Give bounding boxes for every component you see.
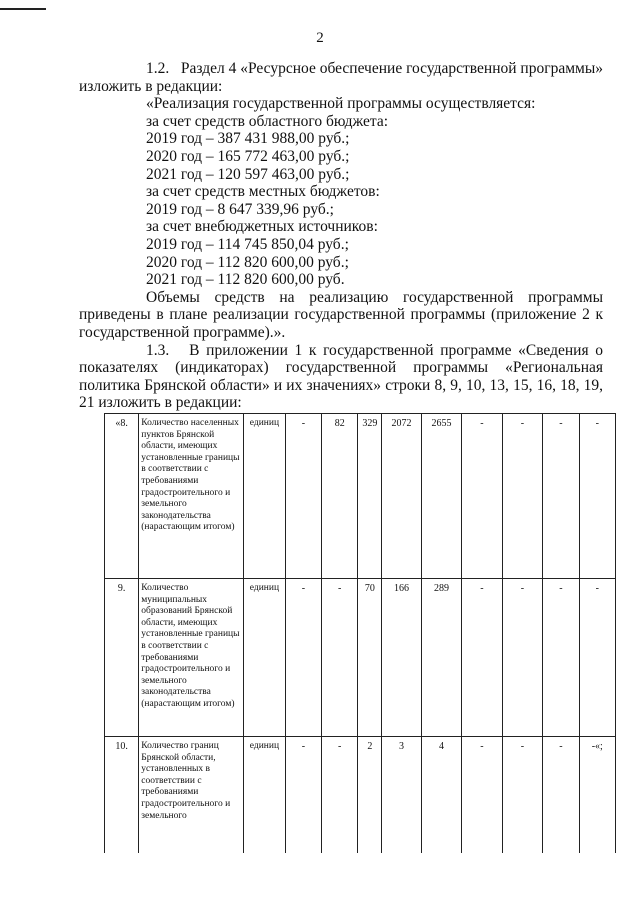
paragraph-1-3: 1.3. В приложении 1 к государственной программе «Сведения о показателях (индикаторах) государственной программы «Региональная политика Брянской области» и их значениях» строки 8, 9, 10, 13, 15, 16, 18, 19, 21 изложить в редакции: (79, 341, 603, 412)
value-cell: - (502, 414, 543, 579)
value-cell: - (543, 737, 579, 854)
value-cell: 3 (382, 737, 421, 854)
value-cell: - (502, 737, 543, 854)
value-cell: - (322, 737, 358, 854)
value-cell: - (462, 414, 503, 579)
value-cell: 4 (421, 737, 462, 854)
value-cell: - (285, 579, 321, 737)
paragraph-extrabudgetary-2019: 2019 год – 114 745 850,04 руб.; (146, 235, 349, 253)
paragraph-extrabudgetary: за счет внебюджетных источников: (146, 218, 378, 236)
row-number: 9. (105, 579, 139, 737)
paragraph-extrabudgetary-2020: 2020 год – 112 820 600,00 руб.; (146, 253, 349, 271)
value-cell: 2655 (421, 414, 462, 579)
indicator-name: Количество границ Брянской области, установленных в соответствии с требованиями градостроительного и земельного (139, 737, 244, 854)
value-cell: 289 (421, 579, 462, 737)
paragraph-regional-2021: 2021 год – 120 597 463,00 руб.; (146, 165, 350, 183)
value-cell: - (543, 579, 579, 737)
paragraph-implementation: «Реализация государственной программы осуществляется: (146, 95, 536, 113)
indicator-name: Количество населенных пунктов Брянской области, имеющих установленные границы в соответствии с требованиями градостроительного и земельного законодательства (нарастающим итогом) (139, 414, 244, 579)
value-cell: 329 (358, 414, 382, 579)
paragraph-volumes: Объемы средств на реализацию государственной программы приведены в плане реализации государственной программы (приложение 2 к государственной программе).». (79, 288, 603, 341)
value-cell: - (462, 737, 503, 854)
value-cell: - (285, 737, 321, 854)
value-cell: 2 (358, 737, 382, 854)
indicator-name: Количество муниципальных образований Брянской области, имеющих установленные границы в соответствии с требованиями градостроительного и земельного законодательства (нарастающим итогом) (139, 579, 244, 737)
paragraph-1-2: 1.2. Раздел 4 «Ресурсное обеспечение государственной программы» изложить в редакции: (79, 60, 603, 95)
value-cell: - (462, 579, 503, 737)
unit-cell: единиц (244, 737, 286, 854)
paragraph-regional-2020: 2020 год – 165 772 463,00 руб.; (146, 147, 350, 165)
value-cell: - (579, 579, 615, 737)
paragraph-regional-budget: за счет средств областного бюджета: (146, 112, 389, 130)
paragraph-local-budget: за счет средств местных бюджетов: (146, 183, 380, 201)
document-body (79, 60, 603, 412)
value-cell: -«; (579, 737, 615, 854)
value-cell: - (543, 414, 579, 579)
value-cell: - (579, 414, 615, 579)
table-row (105, 579, 616, 737)
table-row (105, 737, 616, 854)
indicators-table (104, 413, 616, 853)
value-cell: 2072 (382, 414, 421, 579)
value-cell: 166 (382, 579, 421, 737)
unit-cell: единиц (244, 579, 286, 737)
unit-cell: единиц (244, 414, 286, 579)
value-cell: - (502, 579, 543, 737)
value-cell: 82 (322, 414, 358, 579)
top-rule (0, 8, 46, 10)
row-number: 10. (105, 737, 139, 854)
row-number: «8. (105, 414, 139, 579)
paragraph-extrabudgetary-2021: 2021 год – 112 820 600,00 руб. (146, 271, 345, 289)
value-cell: 70 (358, 579, 382, 737)
table-row (105, 414, 616, 579)
page-number: 2 (316, 30, 324, 46)
value-cell: - (285, 414, 321, 579)
paragraph-regional-2019: 2019 год – 387 431 988,00 руб.; (146, 130, 350, 148)
paragraph-local-2019: 2019 год – 8 647 339,96 руб.; (146, 200, 334, 218)
value-cell: - (322, 579, 358, 737)
